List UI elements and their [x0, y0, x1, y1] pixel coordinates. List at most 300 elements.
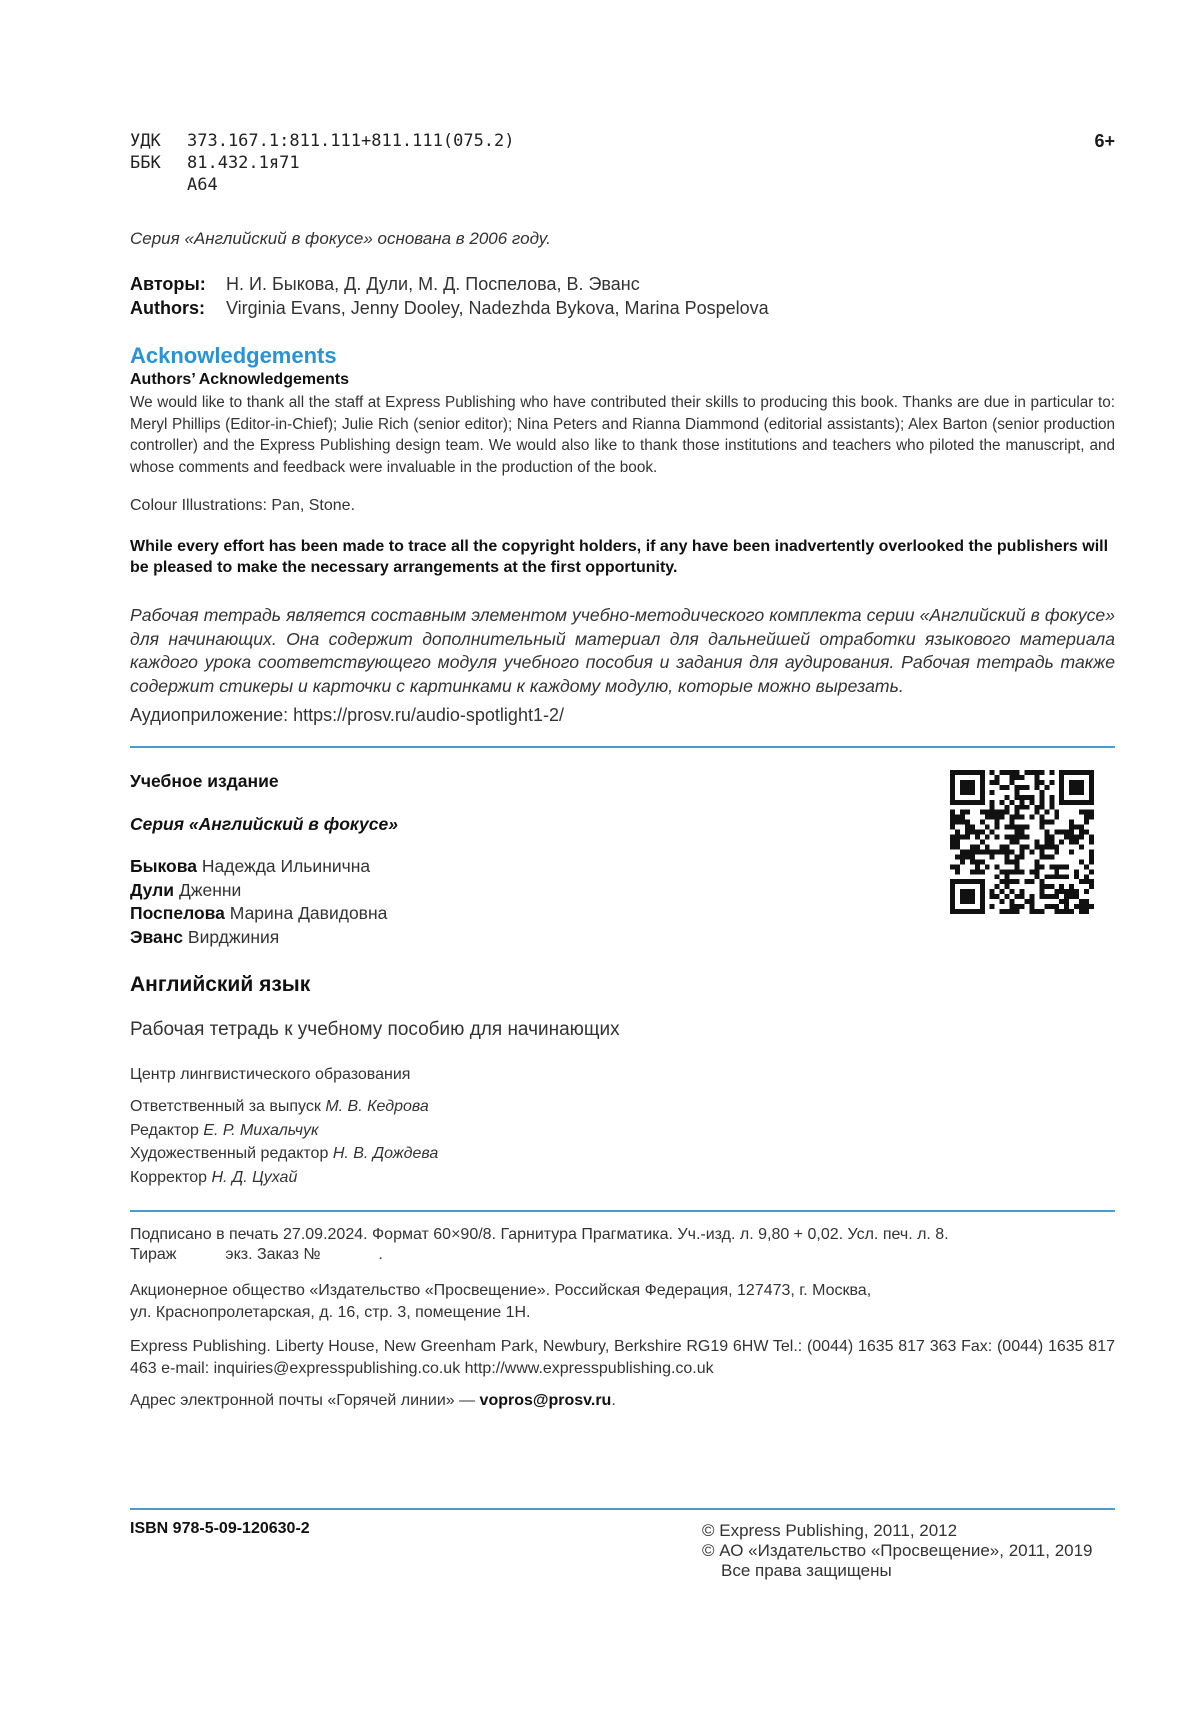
qr-module [960, 879, 965, 884]
copyright-note: While every effort has been made to trace all the copyright holders, if any have been inadvertently overlooked the publishers will be pleased to make the necessary arrangements at the first opportunity. [130, 538, 1109, 576]
credit-role: Художественный редактор [130, 1145, 329, 1162]
qr-module [965, 830, 970, 835]
qr-module [1020, 805, 1025, 810]
qr-module [1069, 770, 1074, 775]
qr-module [1020, 775, 1025, 780]
qr-module [1029, 800, 1034, 805]
qr-module [1005, 835, 1010, 840]
publisher-ru-address [130, 1280, 871, 1324]
qr-module [950, 795, 955, 800]
qr-module [1010, 904, 1015, 909]
qr-module [1069, 849, 1074, 854]
qr-module [1034, 770, 1039, 775]
qr-module [1054, 810, 1059, 815]
author-mark-row [130, 175, 218, 195]
qr-module [960, 835, 965, 840]
qr-module [990, 810, 995, 815]
bbk-label: ББК [130, 153, 161, 173]
qr-module [1010, 909, 1015, 914]
qr-module [1084, 904, 1089, 909]
qr-module [1049, 805, 1054, 810]
qr-module [1015, 805, 1020, 810]
qr-module [975, 879, 980, 884]
qr-module [1044, 844, 1049, 849]
qr-module [1084, 770, 1089, 775]
qr-module [1054, 849, 1059, 854]
qr-module [1034, 785, 1039, 790]
qr-module [1000, 909, 1005, 914]
hotline-email[interactable]: vopros@prosv.ru [479, 1392, 612, 1409]
copyright-line: © АО «Издательство «Просвещение», 2011, 2019 [702, 1541, 1093, 1560]
qr-module [1005, 795, 1010, 800]
qr-module [955, 864, 960, 869]
qr-module [1020, 830, 1025, 835]
qr-module [950, 820, 955, 825]
qr-module [1069, 800, 1074, 805]
qr-module [1079, 879, 1084, 884]
qr-module [1044, 854, 1049, 859]
qr-module [1064, 909, 1069, 914]
qr-module [980, 800, 985, 805]
qr-module [1059, 785, 1064, 790]
credits-list [130, 1095, 438, 1189]
credit-name: М. В. Кедрова [325, 1098, 429, 1115]
qr-module [980, 904, 985, 909]
qr-module [1044, 840, 1049, 845]
qr-module [1000, 899, 1005, 904]
qr-module [950, 825, 955, 830]
qr-module [1064, 874, 1069, 879]
qr-module [1024, 795, 1029, 800]
qr-module [960, 909, 965, 914]
qr-module [1039, 849, 1044, 854]
qr-module [965, 785, 970, 790]
qr-module [980, 909, 985, 914]
qr-module [995, 810, 1000, 815]
qr-module [960, 854, 965, 859]
qr-module [960, 790, 965, 795]
book-title: Английский язык [130, 973, 311, 996]
qr-module [965, 800, 970, 805]
qr-module [1089, 854, 1094, 859]
qr-module [1069, 909, 1074, 914]
qr-module [1059, 830, 1064, 835]
qr-module [995, 780, 1000, 785]
qr-module [1079, 899, 1084, 904]
series-founded: Серия «Английский в фокусе» основана в 2006 году. [130, 229, 551, 248]
qr-module [1010, 869, 1015, 874]
qr-module [950, 775, 955, 780]
qr-module [1024, 825, 1029, 830]
qr-module [965, 849, 970, 854]
qr-module [965, 770, 970, 775]
qr-module [1069, 780, 1074, 785]
rights-reserved: Все права защищены [721, 1561, 892, 1580]
qr-module [1074, 785, 1079, 790]
qr-module [1015, 790, 1020, 795]
qr-module [1044, 820, 1049, 825]
qr-module [1059, 780, 1064, 785]
divider-middle [130, 1210, 1115, 1212]
qr-module [1049, 884, 1054, 889]
age-rating: 6+ [1094, 131, 1115, 151]
author-mark: А64 [187, 175, 218, 195]
qr-module [960, 849, 965, 854]
qr-module [955, 879, 960, 884]
qr-module [980, 849, 985, 854]
qr-module [1034, 775, 1039, 780]
qr-module [1039, 864, 1044, 869]
qr-module [1020, 904, 1025, 909]
qr-module [1039, 820, 1044, 825]
qr-module [970, 899, 975, 904]
qr-module [1010, 770, 1015, 775]
qr-module [955, 835, 960, 840]
qr-module [1049, 800, 1054, 805]
qr-module [1064, 894, 1069, 899]
credit-row [130, 1166, 438, 1190]
imprint-page [130, 0, 1115, 1718]
qr-module [990, 849, 995, 854]
credit-role: Корректор [130, 1168, 208, 1186]
qr-module [1089, 879, 1094, 884]
qr-module [1039, 894, 1044, 899]
qr-module [1024, 805, 1029, 810]
qr-module [1059, 770, 1064, 775]
credit-row [130, 1095, 438, 1119]
qr-module [1029, 869, 1034, 874]
qr-module [1020, 835, 1025, 840]
qr-module [990, 770, 995, 775]
qr-module [955, 830, 960, 835]
qr-module [1039, 909, 1044, 914]
qr-module [1010, 840, 1015, 845]
qr-module [1015, 904, 1020, 909]
qr-module [1024, 879, 1029, 884]
authors-en-row [130, 298, 769, 319]
authors-ru-names: Н. И. Быкова, Д. Дули, М. Д. Поспелова, В. Эванс [226, 274, 640, 294]
qr-module [1010, 825, 1015, 830]
qr-module [1064, 800, 1069, 805]
people-list [130, 855, 387, 949]
qr-module [950, 889, 955, 894]
qr-module [1020, 800, 1025, 805]
qr-module [950, 909, 955, 914]
qr-module [1059, 864, 1064, 869]
qr-module [1015, 859, 1020, 864]
qr-module [960, 889, 965, 894]
qr-module [955, 909, 960, 914]
qr-module [1039, 854, 1044, 859]
qr-module [960, 785, 965, 790]
qr-module [975, 849, 980, 854]
qr-module [1015, 879, 1020, 884]
qr-module [1039, 805, 1044, 810]
person-surname: Поспелова [130, 903, 225, 923]
qr-module [950, 770, 955, 775]
qr-module [1005, 770, 1010, 775]
qr-module [980, 830, 985, 835]
qr-module [1015, 864, 1020, 869]
qr-module [1059, 909, 1064, 914]
qr-module [1000, 810, 1005, 815]
copyright-block [702, 1521, 1093, 1581]
qr-module [1010, 859, 1015, 864]
qr-module [1015, 894, 1020, 899]
qr-module [1039, 815, 1044, 820]
qr-module [1039, 800, 1044, 805]
qr-module [1054, 815, 1059, 820]
qr-module [955, 854, 960, 859]
qr-code[interactable] [950, 770, 1094, 914]
publisher-ru-line: Акционерное общество «Издательство «Просвещение». Российская Федерация, 127473, г. Москва, [130, 1282, 872, 1299]
qr-module [1034, 864, 1039, 869]
qr-module [1089, 884, 1094, 889]
qr-module [1024, 770, 1029, 775]
qr-module [1084, 864, 1089, 869]
qr-module [975, 800, 980, 805]
qr-module [1049, 844, 1054, 849]
qr-module [970, 889, 975, 894]
qr-module [995, 825, 1000, 830]
qr-module [965, 894, 970, 899]
qr-module [980, 770, 985, 775]
qr-module [1079, 810, 1084, 815]
qr-module [1054, 904, 1059, 909]
qr-module [1089, 904, 1094, 909]
copyright-line: © Express Publishing, 2011, 2012 [702, 1521, 958, 1540]
udk-row [130, 131, 515, 151]
qr-module [955, 840, 960, 845]
qr-module [960, 815, 965, 820]
qr-module [1015, 770, 1020, 775]
qr-module [1049, 864, 1054, 869]
book-subtitle: Рабочая тетрадь к учебному пособию для начинающих [130, 1019, 620, 1040]
qr-module [995, 835, 1000, 840]
qr-module [1044, 904, 1049, 909]
qr-module [1015, 815, 1020, 820]
divider-bottom [130, 1508, 1115, 1510]
qr-module [950, 835, 955, 840]
person-given: Надежда Ильинична [201, 856, 371, 876]
editorial-centre: Центр лингвистического образования [130, 1066, 411, 1083]
person-given: Марина Давидовна [229, 903, 388, 923]
credit-row [130, 1142, 438, 1166]
qr-module [1044, 785, 1049, 790]
qr-module [1089, 810, 1094, 815]
qr-module [950, 780, 955, 785]
print-run-row [130, 1246, 383, 1264]
qr-module [1079, 780, 1084, 785]
qr-module [995, 894, 1000, 899]
qr-module [980, 884, 985, 889]
qr-module [970, 909, 975, 914]
qr-module [995, 849, 1000, 854]
qr-module [1069, 785, 1074, 790]
qr-module [960, 810, 965, 815]
qr-module [985, 835, 990, 840]
qr-module [1054, 889, 1059, 894]
qr-module [975, 770, 980, 775]
credit-name: Н. В. Дождева [332, 1145, 439, 1162]
qr-module [970, 825, 975, 830]
qr-module [970, 785, 975, 790]
qr-module [1074, 780, 1079, 785]
qr-module [1089, 785, 1094, 790]
qr-module [1010, 800, 1015, 805]
qr-module [1010, 889, 1015, 894]
qr-module [950, 879, 955, 884]
publisher-en-address: Express Publishing. Liberty House, New Greenham Park, Newbury, Berkshire RG19 6HW Tel.: (0044) 1635 817 363 Fax: (0044) 1635 817 463 e-mail: inquiries@expresspublishing.co.uk http://www.expresspublishing.co.uk [130, 1338, 1115, 1377]
qr-module [1074, 889, 1079, 894]
qr-module [1005, 810, 1010, 815]
qr-module [990, 790, 995, 795]
qr-module [1010, 815, 1015, 820]
person-row [130, 902, 387, 926]
qr-module [1049, 874, 1054, 879]
qr-module [1079, 785, 1084, 790]
qr-module [985, 849, 990, 854]
qr-module [1054, 894, 1059, 899]
qr-module [960, 894, 965, 899]
qr-module [1089, 800, 1094, 805]
qr-module [1029, 849, 1034, 854]
qr-module [990, 805, 995, 810]
qr-module [955, 815, 960, 820]
qr-module [1015, 830, 1020, 835]
qr-module [1069, 894, 1074, 899]
credit-name: Е. Р. Михальчук [203, 1121, 319, 1139]
qr-module [1089, 815, 1094, 820]
qr-module [995, 864, 1000, 869]
qr-module [950, 815, 955, 820]
qr-module [1074, 770, 1079, 775]
audio-supplement-link[interactable]: Аудиоприложение: https://prosv.ru/audio-spotlight1-2/ [130, 705, 564, 725]
qr-module [1029, 904, 1034, 909]
imprint-series: Серия «Английский в фокусе» [130, 814, 398, 834]
qr-module [995, 884, 1000, 889]
qr-module [970, 770, 975, 775]
qr-module [1015, 810, 1020, 815]
qr-module [975, 864, 980, 869]
qr-module [1020, 889, 1025, 894]
qr-module [965, 825, 970, 830]
qr-module [995, 815, 1000, 820]
qr-module [1000, 815, 1005, 820]
qr-module [955, 800, 960, 805]
qr-module [1020, 869, 1025, 874]
qr-module [1089, 869, 1094, 874]
qr-module [1084, 899, 1089, 904]
qr-module [1005, 884, 1010, 889]
qr-module [960, 780, 965, 785]
qr-module [1005, 874, 1010, 879]
qr-module [1034, 909, 1039, 914]
qr-module [1044, 835, 1049, 840]
qr-module [995, 820, 1000, 825]
hotline-end: . [611, 1392, 616, 1409]
qr-module [1034, 840, 1039, 845]
qr-module [1089, 840, 1094, 845]
qr-module [1049, 904, 1054, 909]
qr-module [1064, 889, 1069, 894]
qr-module [1029, 894, 1034, 899]
qr-module [1005, 805, 1010, 810]
qr-module [1084, 830, 1089, 835]
qr-module [1054, 909, 1059, 914]
qr-module [1069, 889, 1074, 894]
qr-module [970, 894, 975, 899]
qr-module [990, 815, 995, 820]
qr-module [1089, 835, 1094, 840]
qr-module [1074, 790, 1079, 795]
qr-module [965, 810, 970, 815]
qr-module [1054, 874, 1059, 879]
qr-module [1005, 849, 1010, 854]
qr-module [1029, 815, 1034, 820]
qr-module [980, 859, 985, 864]
print-run-label: Тираж [130, 1246, 177, 1263]
qr-module [985, 864, 990, 869]
qr-module [1079, 790, 1084, 795]
qr-module [1015, 795, 1020, 800]
qr-module [1039, 844, 1044, 849]
qr-module [1039, 795, 1044, 800]
qr-module [995, 775, 1000, 780]
qr-module [1059, 884, 1064, 889]
edition-type: Учебное издание [130, 771, 279, 791]
qr-module [970, 800, 975, 805]
qr-module [950, 899, 955, 904]
qr-module [1049, 780, 1054, 785]
acknowledgements-subheading: Authors’ Acknowledgements [130, 371, 349, 388]
qr-module [980, 785, 985, 790]
qr-module [965, 899, 970, 904]
credit-role: Ответственный за выпуск [130, 1098, 321, 1115]
qr-module [980, 790, 985, 795]
person-surname: Дули [130, 879, 175, 900]
qr-module [1039, 889, 1044, 894]
qr-module [1039, 770, 1044, 775]
qr-module [1049, 894, 1054, 899]
qr-module [1089, 780, 1094, 785]
qr-module [1020, 795, 1025, 800]
qr-module [980, 810, 985, 815]
qr-module [950, 810, 955, 815]
qr-module [1039, 825, 1044, 830]
qr-module [1024, 835, 1029, 840]
acknowledgements-heading: Acknowledgements [130, 343, 337, 368]
udk-value: 373.167.1:811.111+811.111(075.2) [187, 131, 515, 151]
qr-module [1074, 825, 1079, 830]
credit-name: Н. Д. Цухай [211, 1168, 298, 1186]
qr-module [1059, 874, 1064, 879]
qr-module [1010, 879, 1015, 884]
qr-module [1034, 844, 1039, 849]
qr-module [1079, 859, 1084, 864]
qr-module [1029, 770, 1034, 775]
workbook-description: Рабочая тетрадь является составным элементом учебно-методического комплекта серии «Английский в фокусе» для начинающих. Она содержит дополнительный материал для дальнейшей отработки языкового материала каждого урока соответствующего модуля учебного пособия и задания для аудирования. Рабочая тетрадь также содержит стикеры и карточки с картинками к каждому модулю, которые можно вырезать. [130, 605, 1115, 696]
authors-en-names: Virginia Evans, Jenny Dooley, Nadezhda Bykova, Marina Pospelova [226, 298, 769, 318]
authors-ru-label: Авторы: [130, 274, 206, 294]
qr-module [970, 869, 975, 874]
qr-module [1029, 795, 1034, 800]
qr-module [1074, 874, 1079, 879]
qr-module [1059, 889, 1064, 894]
qr-module [1084, 889, 1089, 894]
qr-module [1074, 800, 1079, 805]
qr-module [1024, 785, 1029, 790]
